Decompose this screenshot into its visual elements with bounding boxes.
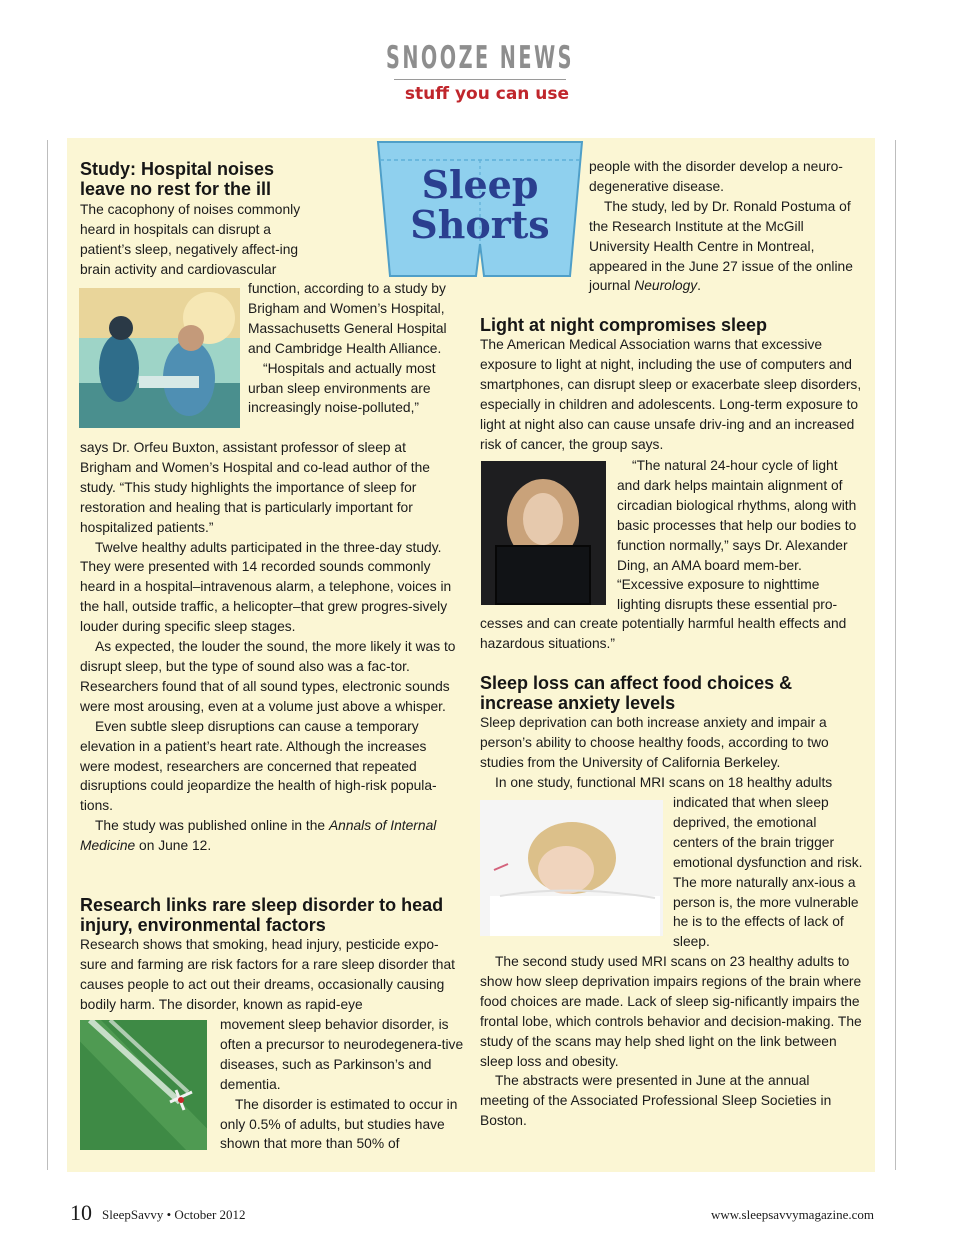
article2-continued: [589, 157, 867, 296]
section-masthead: [300, 40, 660, 104]
article1-paragraph-2b: says Dr. Orfeu Buxton, assistant professor of sleep at Brigham and Women’s Hospital and co-lead author of the study. “This study highlights the importance of sleep for restoration and healing that is particularly important for hospitalized patients.”: [80, 440, 430, 535]
article2-journal-name: Neurology: [634, 278, 698, 294]
magazine-issue: SleepSavvy • October 2012: [102, 1207, 246, 1222]
article3-top: [480, 315, 862, 454]
article2-paragraph-3: people with the disorder develop a neuro-degenerative disease.: [589, 159, 843, 194]
article2-paragraph-1a: Research shows that smoking, head injury, pesticide expo-sure and farming are risk factors for a rare sleep disorder that causes people to act out their dreams, occasionally causing bodily harm. The disorder, known as rapid-eye: [80, 937, 455, 1012]
article2-paragraph-4: The study, led by Dr. Ronald Postuma of the Research Institute at the McGill University Health Centre in Montreal, appeared in the June 27 issue of the online journal Neurology.: [589, 198, 853, 294]
article4-paragraph-4: The abstracts were presented in June at the annual meeting of the Associated Professional Sleep Societies in Boston.: [480, 1073, 832, 1129]
article2-headline: Research links rare sleep disorder to head injury, environmental factors: [80, 895, 444, 935]
woman-laptop-photo: [481, 461, 606, 605]
article1-headline: Study: Hospital noises leave no rest for the ill: [80, 159, 275, 199]
article1-wrap-block: [248, 279, 462, 418]
article1-paragraph-3: Twelve healthy adults participated in the three-day study. They were presented with 14 recorded sounds commonly heard in a hospital–intravenous alarm, a telephone, voices in the hall, outside traffic, a helicopter–that grew progres-sively louder during specific sleep stages.: [80, 539, 452, 635]
article3-headline: Light at night compromises sleep: [480, 315, 768, 335]
article3-paragraph-2b: cesses and can create potentially harmful health effects and hazardous situations.”: [480, 616, 847, 651]
shorts-graphic: [370, 138, 590, 288]
article4-paragraph-3: The second study used MRI scans on 23 healthy adults to show how sleep deprivation impairs regions of the brain where food choices are made. Lack of sleep sig-nificantly impairs the frontal lobe, which controls behavior and decision-making. The study of the scans may help shed light on the link between sleep loss and obesity.: [480, 954, 862, 1069]
article2-wrap-block: [220, 1015, 465, 1154]
article1-paragraph-2a: “Hospitals and actually most urban sleep environments are increasingly noise-polluted,”: [248, 360, 436, 416]
magazine-url: www.sleepsavvymagazine.com: [710, 1207, 874, 1222]
hospital-photo: [79, 288, 240, 428]
crop-duster-photo: [80, 1020, 207, 1150]
article1-journal-name: Annals of Internal Medicine: [80, 818, 437, 854]
article4-end: [480, 952, 862, 1131]
article3-end: [480, 614, 862, 654]
left-margin-rule: [47, 140, 48, 1170]
article1-paragraph-1b: function, according to a study by Brigham and Women’s Hospital, Massachusetts General Hospital and Cambridge Health Alliance.: [248, 281, 447, 356]
article1-paragraph-4: As expected, the louder the sound, the more likely it was to disrupt sleep, but the type of sound also was a fac-tor. Researchers found that of all sound types, electronic sounds were most arousing, even at a volume just above a whisper.: [80, 639, 456, 714]
article4-paragraph-1: Sleep deprivation can both increase anxiety and impair a person’s ability to choose healthy foods, according to two studies from the University of California Berkeley.: [480, 715, 829, 770]
article4-headline: Sleep loss can affect food choices & increase anxiety levels: [480, 673, 793, 713]
badge-line1: Sleep: [421, 162, 539, 207]
article1-body: [80, 438, 460, 856]
article4-paragraph-2a: In one study, functional MRI scans on 18 healthy adults: [495, 774, 833, 790]
article1-paragraph-1a: The cacophony of noises commonly heard in hospitals can disrupt a patient’s sleep, negatively affect-ing brain activity and cardiovascular: [80, 202, 301, 277]
section-title: SNOOZE NEWS: [386, 40, 574, 76]
article3-paragraph-2a: “The natural 24-hour cycle of light and dark helps maintain alignment of circadian biological rhythms, along with basic processes that help our bodies to function normally,” says Dr. Alexander Ding, an AMA board mem-ber. “Excessive exposure to nighttime lighting disrupts these essential pro-: [617, 458, 857, 613]
article2-paragraph-1b: movement sleep behavior disorder, is often a precursor to neurodegenera-tive diseases, such as Parkinson’s and dementia.: [220, 1017, 464, 1092]
woman-pillow-photo: [480, 800, 663, 936]
article1-paragraph-6: The study was published online in the Annals of Internal Medicine on June 12.: [80, 818, 437, 854]
right-margin-rule: [895, 140, 896, 1170]
section-tagline: stuff you can use: [404, 84, 570, 104]
article3-paragraph-1: The American Medical Association warns that excessive exposure to light at night, including the use of computers and smartphones, can disrupt sleep or exacerbate sleep disorders, especially in children and adolescents. Long-term exposure to light at night also can cause unsafe driv-ing and an increased risk of cancer, the group says.: [480, 337, 862, 452]
article1-headline-block: [80, 159, 320, 199]
masthead-divider: [394, 79, 566, 80]
page-number: 10: [70, 1200, 92, 1225]
page-footer: [70, 1200, 874, 1228]
badge-line2: Shorts: [410, 202, 550, 247]
article1-intro: [80, 200, 320, 280]
article3-wrap-block: [617, 456, 863, 615]
article2-paragraph-2: The disorder is estimated to occur in only 0.5% of adults, but studies have shown that more than 50% of: [220, 1096, 458, 1152]
article4-paragraph-2b: indicated that when sleep deprived, the emotional centers of the brain trigger emotional dysfunction and risk. The more naturally anx-ious a person is, the more vulnerable he is to the effects of lack of sleep.: [673, 795, 863, 950]
article4-top: [480, 673, 862, 793]
article4-wrap-block: [673, 793, 863, 952]
article2-top: [80, 895, 465, 1015]
article1-paragraph-5: Even subtle sleep disruptions can cause a temporary elevation in a patient’s heart rate. Although the increases were modest, researchers are concerned that repeated disruptions could jeopardize the health of high-risk popula-tions.: [80, 718, 437, 814]
